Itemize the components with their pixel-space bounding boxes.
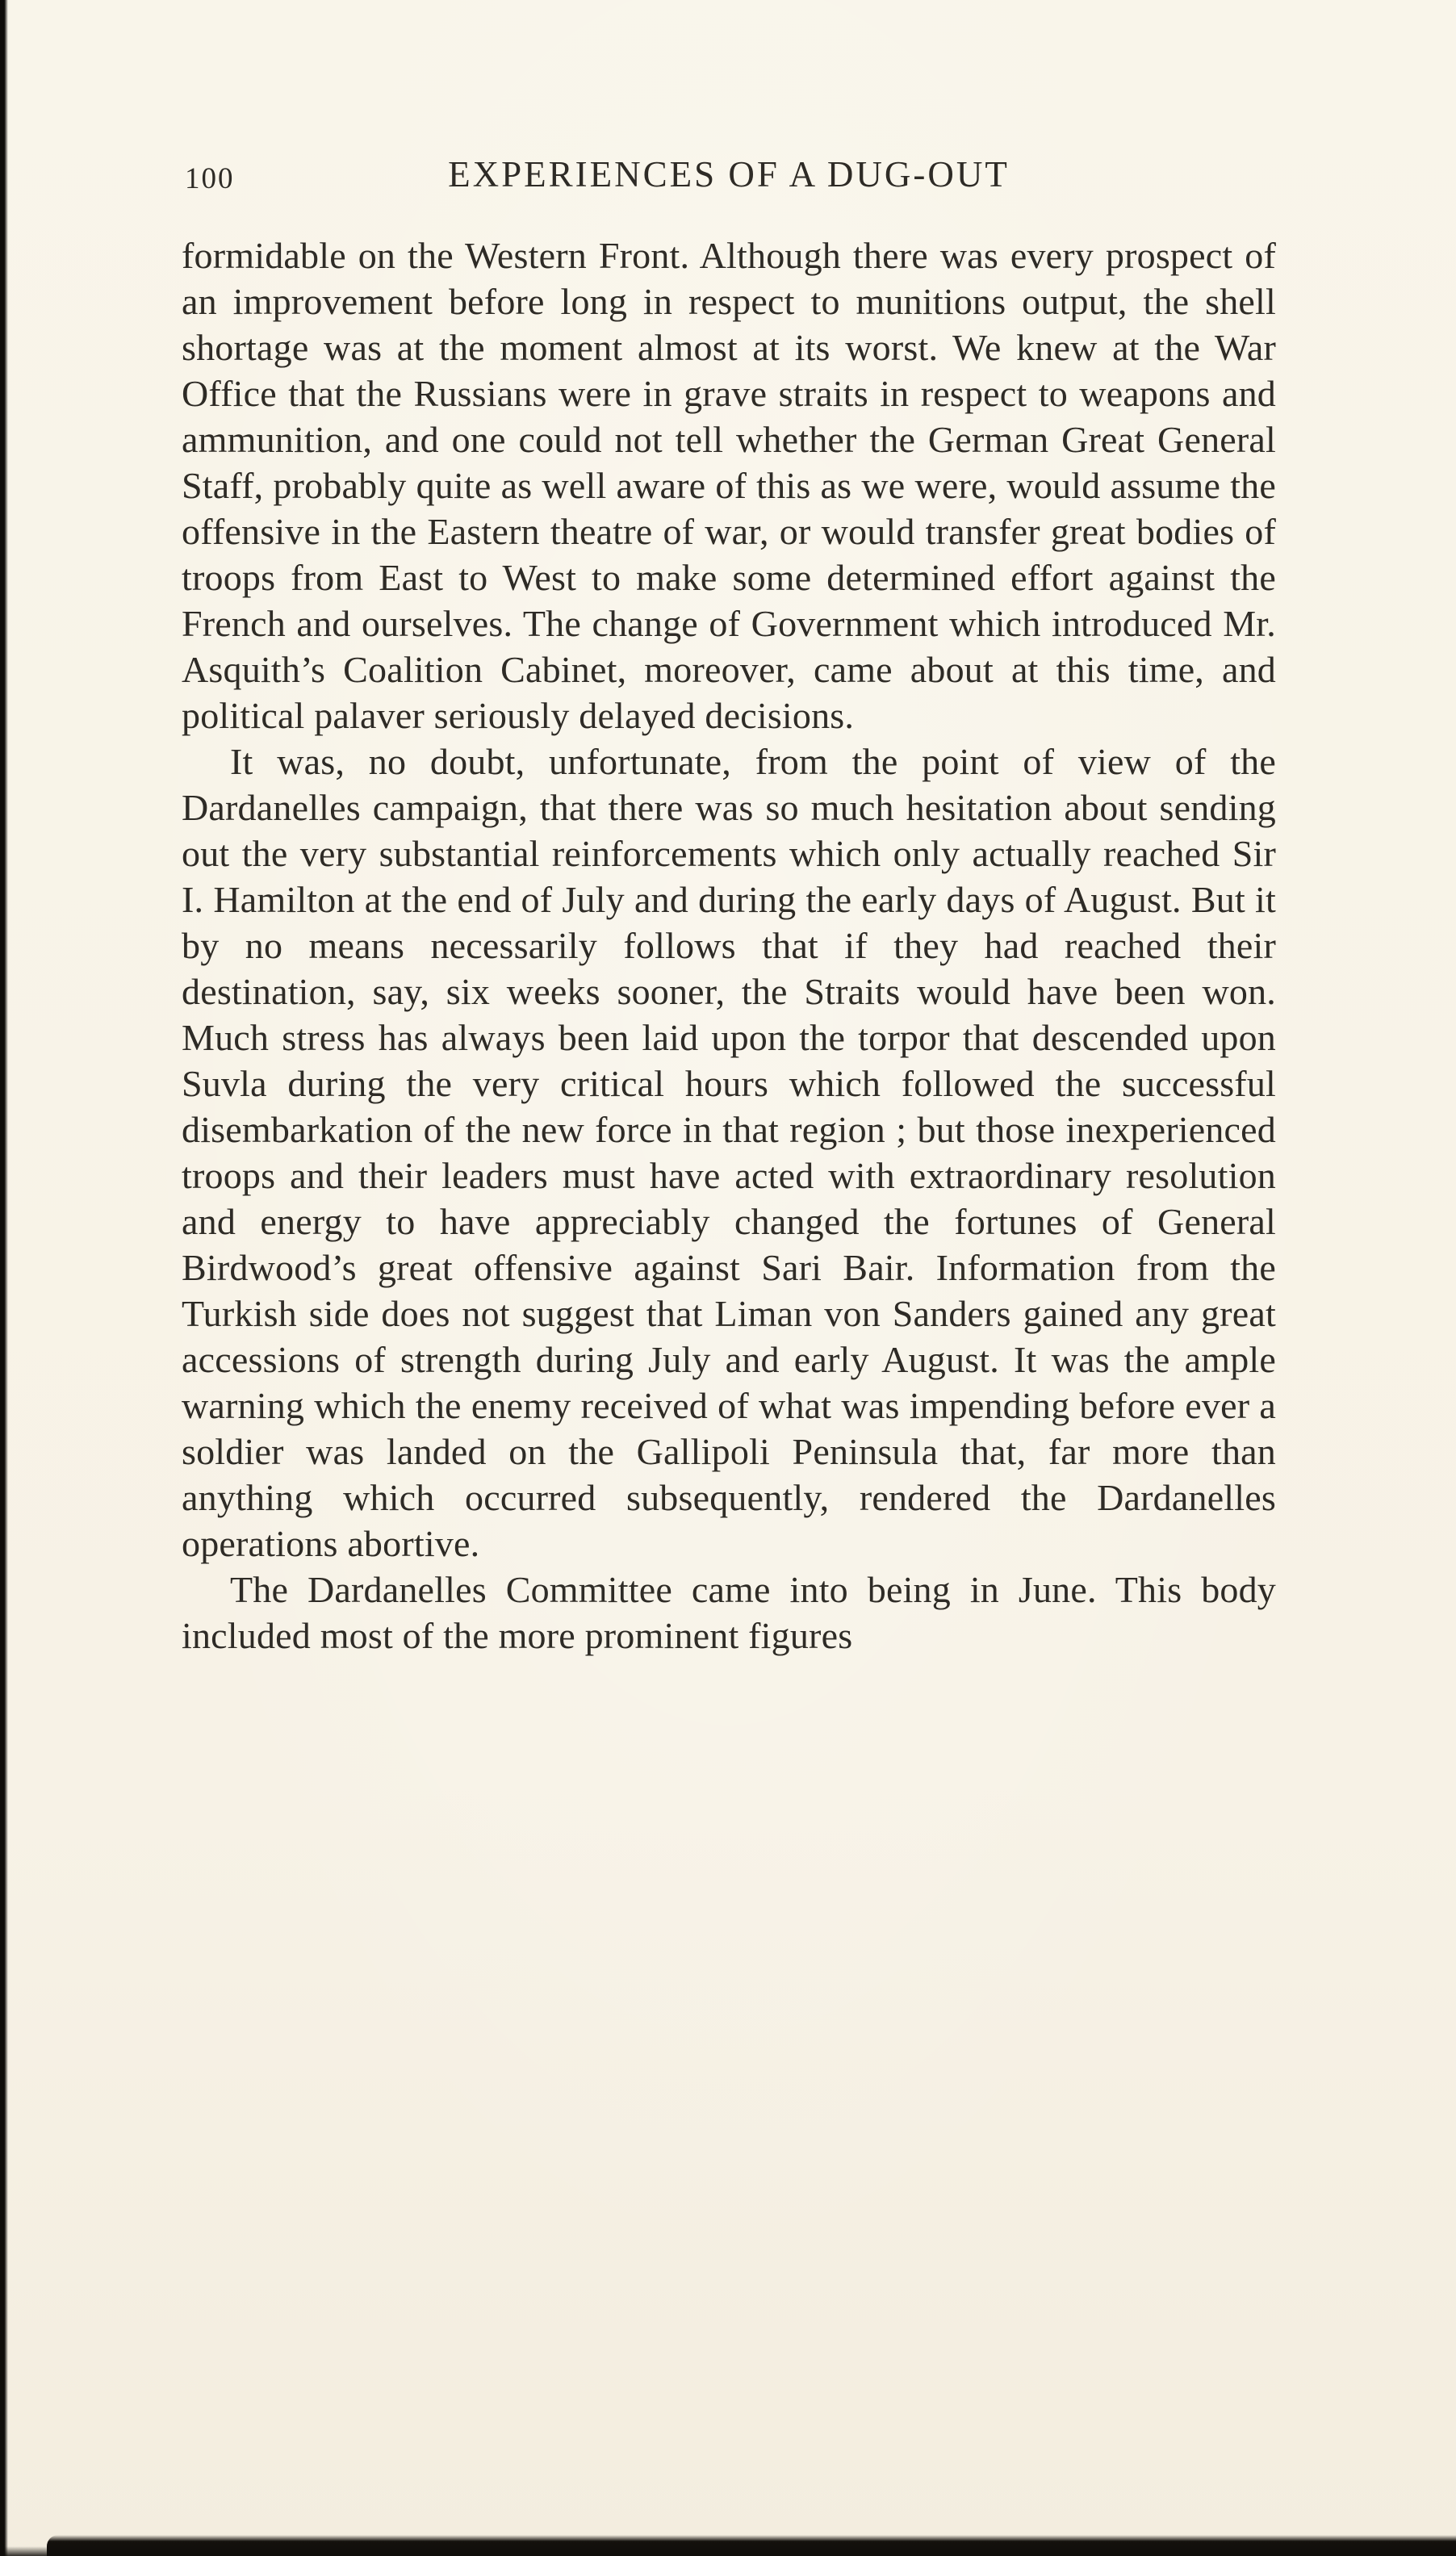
page-body xyxy=(182,232,1276,1659)
running-title: EXPERIENCES OF A DUG-OUT xyxy=(448,154,1010,195)
page-header xyxy=(182,153,1276,199)
text-block xyxy=(182,153,1276,1659)
paragraph: It was, no doubt, unfortunate, from the point of view of the Dardanelles campaign, that there was so much hesitation about sending out the very substantial reinforcements which only actually reached Sir I. Hamilton at the end of July and during the early days of August. But it by no means necessarily follows that if they had reached their destination, say, six weeks sooner, the Straits would have been won. Much stress has always been laid upon the torpor that descended upon Suvla during the very critical hours which followed the successful disembarkation of the new force in that region ; but those inexperienced troops and their leaders must have acted with extraordinary resolution and energy to have appreciably changed the fortunes of General Birdwood’s great offensive against Sari Bair. Information from the Turkish side does not suggest that Liman von Sanders gained any great accessions of strength during July and early August. It was the ample warning which the enemy received of what was impending before ever a soldier was landed on the Gallipoli Peninsula that, far more than anything which occurred subsequently, rendered the Dardanelles operations abortive. xyxy=(182,741,1276,1564)
paragraph: The Dardanelles Committee came into being in June. This body included most of the more prominent figures xyxy=(182,1569,1276,1656)
page-number: 100 xyxy=(185,162,235,195)
paragraph: formidable on the Western Front. Although there was every prospect of an improvement before long in respect to munitions output, the shell shortage was at the moment almost at its worst. We knew at the War Office that the Russians were in grave straits in respect to weapons and ammunition, and one could not tell whether the German Great General Staff, probably quite as well aware of this as we were, would assume the offensive in the Eastern theatre of war, or would transfer great bodies of troops from East to West to make some determined effort against the French and ourselves. The change of Government which introduced Mr. Asquith’s Coalition Cabinet, moreover, came about at this time, and political palaver seriously delayed decisions. xyxy=(182,235,1276,736)
scan-edge-bottom xyxy=(47,2535,1456,2556)
scan-edge-left xyxy=(0,0,8,2556)
